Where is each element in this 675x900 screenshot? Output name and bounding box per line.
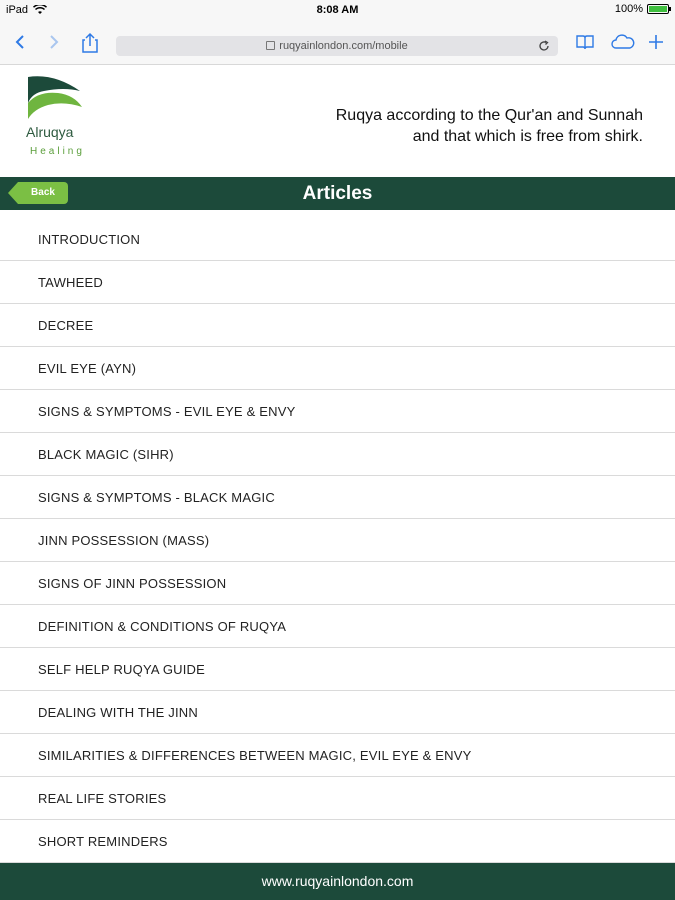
leaf-logo-icon — [24, 73, 84, 123]
footer-link[interactable]: www.ruqyainlondon.com — [0, 863, 675, 900]
list-item[interactable] — [0, 734, 675, 777]
list-item[interactable] — [0, 648, 675, 691]
battery-icon — [647, 4, 669, 14]
url-text: ruqyainlondon.com/mobile — [279, 40, 408, 52]
list-item[interactable] — [0, 218, 675, 261]
tagline-line-1: Ruqya according to the Qur'an and Sunnah — [335, 107, 643, 124]
page-title: Articles — [302, 183, 373, 204]
list-item[interactable] — [0, 820, 675, 863]
reload-icon[interactable] — [538, 36, 550, 58]
list-item[interactable] — [0, 390, 675, 433]
list-item-label: DEALING WITH THE JINN — [38, 705, 198, 720]
status-bar — [0, 0, 675, 20]
list-item[interactable] — [0, 519, 675, 562]
list-item[interactable] — [0, 691, 675, 734]
list-item[interactable] — [0, 261, 675, 304]
tagline-line-2: and that which is free from shirk. — [412, 128, 643, 145]
device-name: iPad — [6, 4, 29, 16]
list-item[interactable] — [0, 777, 675, 820]
list-item[interactable] — [0, 562, 675, 605]
list-item-label: SELF HELP RUQYA GUIDE — [38, 662, 205, 677]
list-item-label: EVIL EYE (AYN) — [38, 361, 137, 376]
list-item-label: SIGNS OF JINN POSSESSION — [38, 576, 227, 591]
list-item-label: JINN POSSESSION (MASS) — [38, 533, 210, 548]
list-item-label: DECREE — [38, 318, 94, 333]
list-item-label: SIGNS & SYMPTOMS - EVIL EYE & ENVY — [38, 404, 296, 419]
list-item-label: INTRODUCTION — [38, 232, 141, 247]
list-item[interactable] — [0, 476, 675, 519]
list-item[interactable] — [0, 347, 675, 390]
plus-icon[interactable] — [646, 32, 666, 52]
status-time: 8:08 AM — [316, 4, 359, 16]
list-item[interactable] — [0, 433, 675, 476]
battery-percent: 100% — [614, 3, 643, 15]
list-item[interactable] — [0, 605, 675, 648]
chevron-left-icon[interactable] — [10, 32, 30, 52]
list-item-label: REAL LIFE STORIES — [38, 791, 167, 806]
logo-subtext: Healing — [30, 146, 85, 157]
site-header — [0, 65, 675, 177]
list-item-label: DEFINITION & CONDITIONS OF RUQYA — [38, 619, 287, 634]
book-icon[interactable] — [575, 32, 595, 52]
list-item-label: BLACK MAGIC (SIHR) — [38, 447, 174, 462]
browser-toolbar — [0, 20, 675, 65]
logo[interactable] — [24, 73, 94, 173]
chevron-right-icon[interactable] — [44, 32, 64, 52]
back-button[interactable]: Back — [18, 182, 68, 204]
battery-fill — [649, 6, 667, 12]
list-item[interactable] — [0, 304, 675, 347]
list-item-label: TAWHEED — [38, 275, 103, 290]
list-item-label: SIGNS & SYMPTOMS - BLACK MAGIC — [38, 490, 275, 505]
list-item-label: SIMILARITIES & DIFFERENCES BETWEEN MAGIC, EVIL EYE & ENVY — [38, 748, 472, 763]
share-icon[interactable] — [80, 32, 100, 52]
tagline — [336, 105, 643, 147]
title-bar — [0, 177, 675, 210]
lock-icon — [266, 41, 275, 50]
articles-list — [0, 218, 675, 863]
cloud-icon[interactable] — [610, 32, 636, 52]
list-item-label: SHORT REMINDERS — [38, 834, 168, 849]
logo-text: Alruqya — [26, 124, 74, 140]
url-bar[interactable] — [116, 36, 558, 56]
status-right — [615, 3, 669, 15]
